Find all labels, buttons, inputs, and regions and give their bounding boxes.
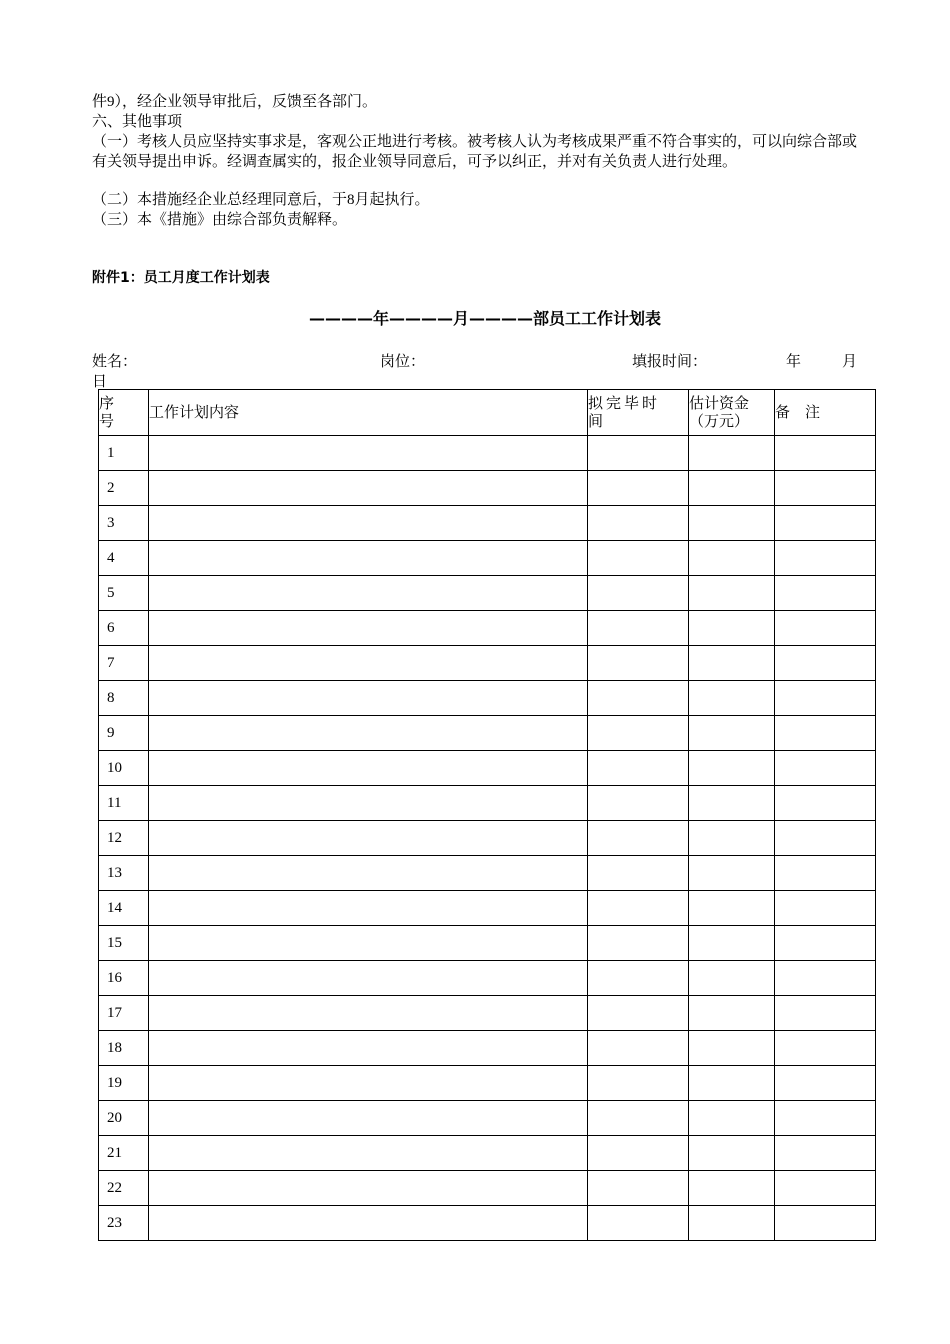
row-number: 23: [99, 1206, 149, 1241]
cell-estimated-fund[interactable]: [689, 681, 775, 716]
cell-content[interactable]: [149, 786, 588, 821]
cell-note[interactable]: [775, 1206, 876, 1241]
table-row: [99, 1206, 876, 1241]
table-row: [99, 751, 876, 786]
day-label: 日: [92, 374, 108, 390]
table-row: [99, 681, 876, 716]
cell-estimated-fund[interactable]: [689, 1136, 775, 1171]
header-estimated-fund: [689, 390, 775, 436]
row-number: 3: [99, 506, 149, 541]
cell-content[interactable]: [149, 961, 588, 996]
table-row: [99, 1136, 876, 1171]
paragraph-approval: 件9），经企业领导审批后，反馈至各部门。: [92, 94, 378, 110]
cell-note[interactable]: [775, 436, 876, 471]
cell-estimated-fund[interactable]: [689, 506, 775, 541]
paragraph-item-3: （三）本《措施》由综合部负责解释。: [92, 212, 348, 228]
cell-content[interactable]: [149, 541, 588, 576]
cell-estimated-fund[interactable]: [689, 961, 775, 996]
row-number: 1: [99, 436, 149, 471]
form-title: ————年————月————部员工工作计划表: [308, 309, 661, 328]
paragraph-item-2: （二）本措施经企业总经理同意后，于8月起执行。: [92, 192, 430, 208]
header-seq-line1: 序: [99, 395, 115, 412]
cell-completion-time[interactable]: [588, 611, 689, 646]
cell-completion-time[interactable]: [588, 996, 689, 1031]
cell-completion-time[interactable]: [588, 1101, 689, 1136]
cell-estimated-fund[interactable]: [689, 611, 775, 646]
cell-completion-time[interactable]: [588, 926, 689, 961]
cell-note[interactable]: [775, 926, 876, 961]
cell-note[interactable]: [775, 856, 876, 891]
cell-note[interactable]: [775, 751, 876, 786]
row-number: 21: [99, 1136, 149, 1171]
cell-completion-time[interactable]: [588, 1171, 689, 1206]
cell-estimated-fund[interactable]: [689, 1066, 775, 1101]
cell-completion-time[interactable]: [588, 961, 689, 996]
cell-completion-time[interactable]: [588, 576, 689, 611]
cell-note[interactable]: [775, 611, 876, 646]
cell-note[interactable]: [775, 541, 876, 576]
cell-estimated-fund[interactable]: [689, 1206, 775, 1241]
cell-content[interactable]: [149, 856, 588, 891]
cell-estimated-fund[interactable]: [689, 821, 775, 856]
row-number: 22: [99, 1171, 149, 1206]
cell-note[interactable]: [775, 1066, 876, 1101]
row-number: 19: [99, 1066, 149, 1101]
year-label: 年: [786, 354, 802, 370]
cell-completion-time[interactable]: [588, 1031, 689, 1066]
cell-content[interactable]: [149, 821, 588, 856]
name-label: 姓名：: [92, 354, 138, 370]
cell-content[interactable]: [149, 646, 588, 681]
cell-content[interactable]: [149, 926, 588, 961]
row-number: 15: [99, 926, 149, 961]
cell-content[interactable]: [149, 506, 588, 541]
cell-content[interactable]: [149, 716, 588, 751]
cell-note[interactable]: [775, 1136, 876, 1171]
header-seq-line2: 号: [99, 413, 115, 430]
cell-estimated-fund[interactable]: [689, 471, 775, 506]
cell-content[interactable]: [149, 1206, 588, 1241]
table-row: [99, 716, 876, 751]
cell-content[interactable]: [149, 436, 588, 471]
table-row: [99, 471, 876, 506]
cell-content[interactable]: [149, 1066, 588, 1101]
header-time-line1: 拟完毕时: [588, 395, 661, 412]
table-row: [99, 541, 876, 576]
row-number: 9: [99, 716, 149, 751]
cell-content[interactable]: [149, 1101, 588, 1136]
attachment-heading: 附件1：员工月度工作计划表: [92, 270, 270, 286]
cell-estimated-fund[interactable]: [689, 891, 775, 926]
row-number: 7: [99, 646, 149, 681]
cell-completion-time[interactable]: [588, 856, 689, 891]
section-heading-other: 六、其他事项: [92, 114, 183, 130]
cell-estimated-fund[interactable]: [689, 576, 775, 611]
cell-estimated-fund[interactable]: [689, 436, 775, 471]
table-header-row: [99, 390, 876, 436]
table-row: [99, 1101, 876, 1136]
table-row: [99, 961, 876, 996]
cell-content[interactable]: [149, 1031, 588, 1066]
row-number: 4: [99, 541, 149, 576]
cell-completion-time[interactable]: [588, 681, 689, 716]
row-number: 20: [99, 1101, 149, 1136]
table-row: [99, 891, 876, 926]
cell-completion-time[interactable]: [588, 786, 689, 821]
cell-completion-time[interactable]: [588, 646, 689, 681]
cell-estimated-fund[interactable]: [689, 926, 775, 961]
cell-note[interactable]: [775, 716, 876, 751]
cell-note[interactable]: [775, 1171, 876, 1206]
cell-completion-time[interactable]: [588, 821, 689, 856]
table-row: [99, 926, 876, 961]
cell-note[interactable]: [775, 821, 876, 856]
cell-note[interactable]: [775, 786, 876, 821]
cell-estimated-fund[interactable]: [689, 1031, 775, 1066]
cell-note[interactable]: [775, 961, 876, 996]
cell-estimated-fund[interactable]: [689, 716, 775, 751]
table-row: [99, 611, 876, 646]
cell-completion-time[interactable]: [588, 506, 689, 541]
cell-estimated-fund[interactable]: [689, 996, 775, 1031]
row-number: 17: [99, 996, 149, 1031]
cell-content[interactable]: [149, 611, 588, 646]
cell-note[interactable]: [775, 576, 876, 611]
row-number: 8: [99, 681, 149, 716]
row-number: 12: [99, 821, 149, 856]
cell-estimated-fund[interactable]: [689, 856, 775, 891]
cell-completion-time[interactable]: [588, 436, 689, 471]
header-fund-line1: 估计资金: [689, 395, 750, 412]
table-row: [99, 786, 876, 821]
cell-completion-time[interactable]: [588, 716, 689, 751]
cell-note[interactable]: [775, 646, 876, 681]
paragraph-item-1: （一）考核人员应坚持实事求是，客观公正地进行考核。被考核人认为考核成果严重不符合事实的，可以向综合部或有关领导提出申诉。经调查属实的，报企业领导同意后，可予以纠正，并对有关负责人进行处理。: [92, 134, 858, 170]
header-time-line2: 间: [588, 413, 607, 430]
cell-content[interactable]: [149, 681, 588, 716]
cell-estimated-fund[interactable]: [689, 786, 775, 821]
header-content: 工作计划内容: [149, 390, 588, 436]
row-number: 2: [99, 471, 149, 506]
cell-content[interactable]: [149, 576, 588, 611]
cell-estimated-fund[interactable]: [689, 1101, 775, 1136]
cell-note[interactable]: [775, 471, 876, 506]
table-row: [99, 646, 876, 681]
cell-note[interactable]: [775, 1101, 876, 1136]
row-number: 5: [99, 576, 149, 611]
table-row: [99, 1171, 876, 1206]
row-number: 18: [99, 1031, 149, 1066]
cell-note[interactable]: [775, 1031, 876, 1066]
cell-note[interactable]: [775, 506, 876, 541]
table-row: [99, 1031, 876, 1066]
cell-completion-time[interactable]: [588, 751, 689, 786]
cell-content[interactable]: [149, 1136, 588, 1171]
cell-completion-time[interactable]: [588, 1066, 689, 1101]
cell-completion-time[interactable]: [588, 891, 689, 926]
table-row: [99, 996, 876, 1031]
cell-estimated-fund[interactable]: [689, 646, 775, 681]
header-seq: [99, 390, 149, 436]
row-number: 14: [99, 891, 149, 926]
table-row: [99, 1066, 876, 1101]
cell-content[interactable]: [149, 751, 588, 786]
table-body: [99, 436, 876, 1241]
cell-estimated-fund[interactable]: [689, 1171, 775, 1206]
table-row: [99, 576, 876, 611]
header-note: 备 注: [775, 390, 876, 436]
cell-completion-time[interactable]: [588, 1206, 689, 1241]
table-row: [99, 821, 876, 856]
cell-content[interactable]: [149, 1171, 588, 1206]
cell-estimated-fund[interactable]: [689, 541, 775, 576]
fill-time-label: 填报时间：: [632, 354, 708, 370]
header-completion-time: [588, 390, 689, 436]
post-label: 岗位：: [380, 354, 426, 370]
cell-content[interactable]: [149, 996, 588, 1031]
month-label: 月: [842, 354, 858, 370]
table-row: [99, 856, 876, 891]
cell-completion-time[interactable]: [588, 1136, 689, 1171]
cell-note[interactable]: [775, 891, 876, 926]
row-number: 10: [99, 751, 149, 786]
cell-note[interactable]: [775, 681, 876, 716]
table-row: [99, 436, 876, 471]
cell-completion-time[interactable]: [588, 471, 689, 506]
row-number: 11: [99, 786, 149, 821]
row-number: 13: [99, 856, 149, 891]
cell-content[interactable]: [149, 891, 588, 926]
cell-content[interactable]: [149, 471, 588, 506]
row-number: 16: [99, 961, 149, 996]
row-number: 6: [99, 611, 149, 646]
cell-completion-time[interactable]: [588, 541, 689, 576]
cell-note[interactable]: [775, 996, 876, 1031]
cell-estimated-fund[interactable]: [689, 751, 775, 786]
work-plan-table: [98, 389, 876, 1241]
table-row: [99, 506, 876, 541]
header-fund-line2: （万元）: [689, 413, 750, 430]
